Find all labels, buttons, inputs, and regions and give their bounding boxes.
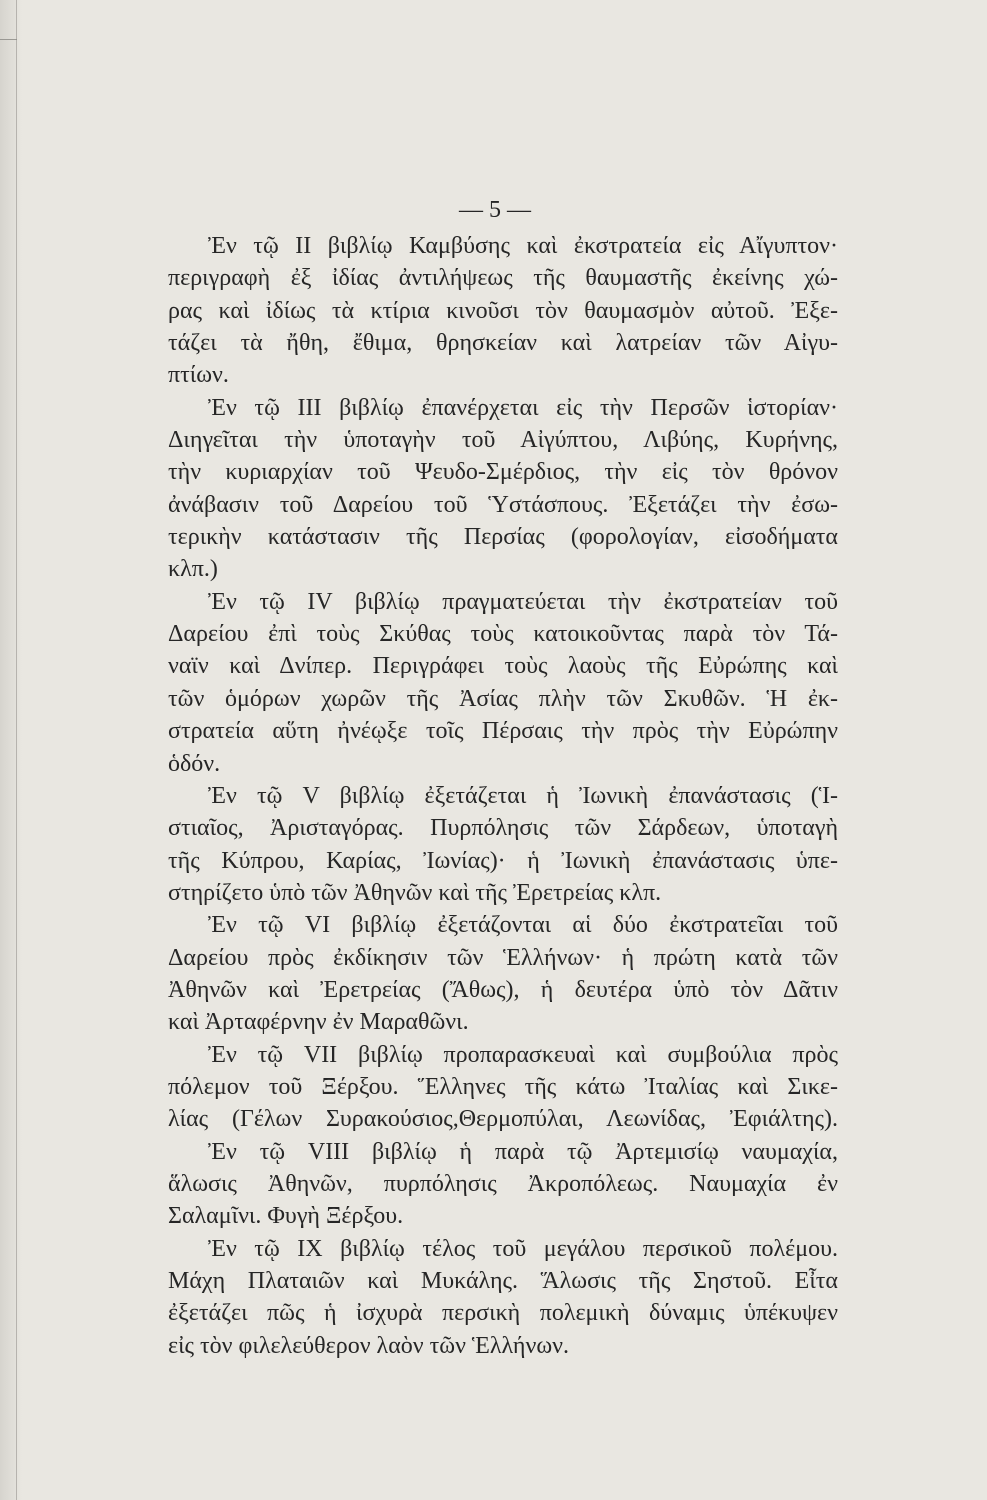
text-line: κλπ.) <box>168 556 218 583</box>
text-line: Δαρείου ἐπὶ τοὺς Σκύθας τοὺς κατοικοῦντας παρὰ τὸν Τά- <box>168 621 838 648</box>
text-line: Ἐν τῷ IX βιβλίῳ τέλος τοῦ μεγάλου περσικοῦ πολέμου. <box>208 1235 838 1262</box>
text-line: τῶν ὁμόρων χωρῶν τῆς Ἀσίας πλὴν τῶν Σκυθῶν. Ἡ ἐκ- <box>168 685 838 712</box>
paragraph-book-9 <box>168 1233 838 1362</box>
text-line: τῆς Κύπρου, Καρίας, Ἰωνίας)· ἡ Ἰωνικὴ ἐπανάστασις ὑπε- <box>168 847 838 874</box>
text-line: τερικὴν κατάστασιν τῆς Περσίας (φορολογίαν, εἰσοδήματα <box>168 524 838 551</box>
text-line: Ἐν τῷ IV βιβλίῳ πραγματεύεται τὴν ἐκστρατείαν τοῦ <box>208 588 838 615</box>
text-line: τάζει τὰ ἤθη, ἔθιμα, θρησκείαν καὶ λατρείαν τῶν Αἰγυ- <box>168 330 838 357</box>
text-line: Δαρείου πρὸς ἐκδίκησιν τῶν Ἑλλήνων· ἡ πρώτη κατὰ τῶν <box>168 944 838 971</box>
text-line: λίας (Γέλων Συρακούσιος,Θερμοπύλαι, Λεωνίδας, Ἐφιάλτης). <box>168 1106 838 1133</box>
text-line: περιγραφὴ ἐξ ἰδίας ἀντιλήψεως τῆς θαυμαστῆς ἐκείνης χώ- <box>168 265 838 292</box>
paragraph-book-7 <box>168 1039 838 1136</box>
text-line: Ἐν τῷ II βιβλίῳ Καμβύσης καὶ ἐκστρατεία εἰς Αἴγυπτον· <box>208 233 838 259</box>
page-edge-shadow <box>0 0 22 1500</box>
text-line: Ἐν τῷ VI βιβλίῳ ἐξετάζονται αἱ δύο ἐκστρατεῖαι τοῦ <box>208 912 838 939</box>
text-line: Ἐν τῷ V βιβλίῳ ἐξετάζεται ἡ Ἰωνικὴ ἐπανάστασις (Ἱ- <box>208 782 838 809</box>
paragraph-book-2 <box>168 230 838 392</box>
text-line: Μάχη Πλαταιῶν καὶ Μυκάλης. Ἅλωσις τῆς Σηστοῦ. Εἶτα <box>168 1268 838 1294</box>
text-line: ἀνάβασιν τοῦ Δαρείου τοῦ Ὑστάσπους. Ἐξετάζει τὴν ἐσω- <box>168 491 838 518</box>
text-line: Ἀθηνῶν καὶ Ἐρετρείας (Ἄθως), ἡ δευτέρα ὑπὸ τὸν Δᾶτιν <box>168 976 838 1003</box>
text-line: τὴν κυριαρχίαν τοῦ Ψευδο-Σμέρδιος, τὴν εἰς τὸν θρόνον <box>168 459 838 486</box>
text-line: πτίων. <box>168 362 229 389</box>
text-line: ρας καὶ ἰδίως τὰ κτίρια κινοῦσι τὸν θαυμασμὸν αὐτοῦ. Ἐξε- <box>168 297 838 324</box>
paragraph-book-6 <box>168 909 838 1038</box>
paragraph-book-4 <box>168 586 838 780</box>
paragraph-book-5 <box>168 780 838 909</box>
text-line: ἅλωσις Ἀθηνῶν, πυρπόλησις Ἀκροπόλεως. Ναυμαχία ἐν <box>168 1170 838 1197</box>
text-line: πόλεμον τοῦ Ξέρξου. Ἕλληνες τῆς κάτω Ἰταλίας καὶ Σικε- <box>168 1073 838 1100</box>
text-line: εἰς τὸν φιλελεύθερον λαὸν τῶν Ἑλλήνων. <box>168 1332 569 1359</box>
text-line: στρατεία αὕτη ἠνέῳξε τοῖς Πέρσαις τὴν πρὸς τὴν Εὐρώπην <box>168 718 838 745</box>
text-line: Ἐν τῷ VII βιβλίῳ προπαρασκευαὶ καὶ συμβούλια πρὸς <box>208 1041 838 1068</box>
page-edge-line <box>16 0 17 1500</box>
text-line: Ἐν τῷ III βιβλίῳ ἐπανέρχεται εἰς τὴν Περσῶν ἱστορίαν· <box>208 394 838 421</box>
text-line: Διηγεῖται τὴν ὑποταγὴν τοῦ Αἰγύπτου, Λιβύης, Κυρήνης, <box>168 427 838 454</box>
text-line: στιαῖος, Ἀρισταγόρας. Πυρπόλησις τῶν Σάρδεων, ὑποταγὴ <box>168 815 838 842</box>
text-line: ὁδόν. <box>168 750 221 777</box>
page-number: — 5 — <box>459 197 531 223</box>
text-line: Ἐν τῷ VIII βιβλίῳ ἡ παρὰ τῷ Ἀρτεμισίῳ ναυμαχία, <box>208 1138 838 1165</box>
text-line: ναϊν καὶ Δνίπερ. Περιγράφει τοὺς λαοὺς τῆς Εὐρώπης καὶ <box>168 653 838 680</box>
text-line: Σαλαμῖνι. Φυγὴ Ξέρξου. <box>168 1203 404 1230</box>
text-line: στηρίζετο ὑπὸ τῶν Ἀθηνῶν καὶ τῆς Ἐρετρείας κλπ. <box>168 879 662 906</box>
body-text <box>168 230 838 1362</box>
text-line: ἐξετάζει πῶς ἡ ἰσχυρὰ περσικὴ πολεμικὴ δύναμις ὑπέκυψεν <box>168 1300 838 1327</box>
paragraph-book-8 <box>168 1136 838 1233</box>
text-line: καὶ Ἀρταφέρνην ἐν Μαραθῶνι. <box>168 1009 469 1036</box>
paragraph-book-3 <box>168 392 838 586</box>
page-corner-mark <box>0 39 17 40</box>
